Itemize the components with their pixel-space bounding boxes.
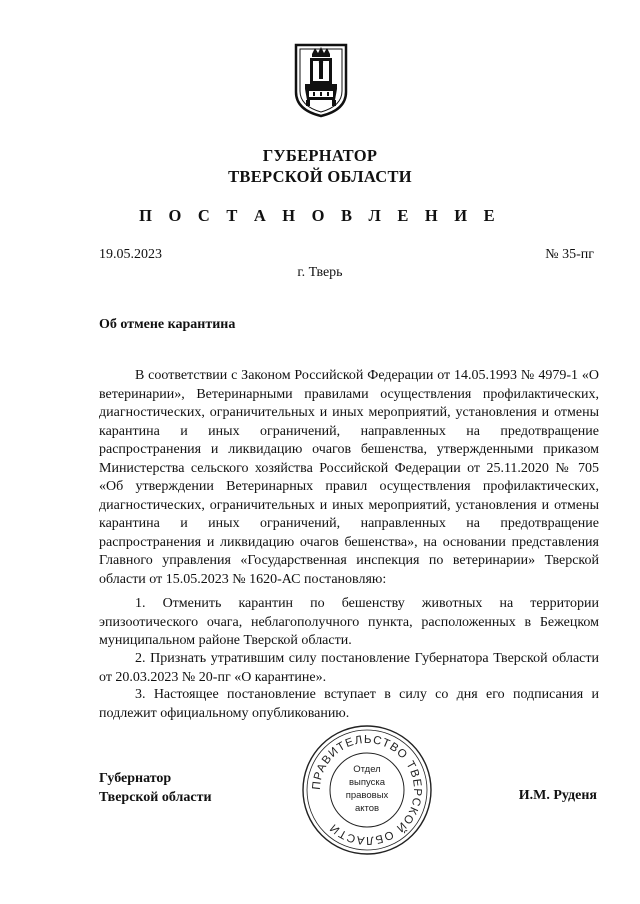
document-city: г. Тверь [297,265,343,280]
stamp-center-line3: правовых [345,790,389,801]
signatory-position-line1: Губернатор [99,771,172,786]
coat-of-arms-emblem [293,42,349,118]
stamp-ring-text: ПРАВИТЕЛЬСТВО ТВЕРСКОЙ ОБЛАСТИ [310,733,424,847]
stamp-center-line1: Отдел [353,764,381,775]
official-stamp [300,723,434,857]
document-number: № 35-пг [545,247,594,262]
signatory-position-line2: Тверской области [99,790,212,805]
signatory-position [99,769,212,807]
body-paragraph-item-3: 3. Настоящее постановление вступает в силу со дня его подписания и подлежит официальному опубликованию. [99,687,599,721]
document-date: 19.05.2023 [99,247,162,262]
stamp-center-line4: актов [354,803,380,814]
issuer-title-line1: ГУБЕРНАТОР [262,146,378,165]
stamp-center-line2: выпуска [348,777,386,788]
body-paragraph-item-2: 2. Признать утратившим силу постановление Губернатора Тверской области от 20.03.2023 № 20-пг «О карантине». [99,651,599,685]
body-paragraph-item-1: 1. Отменить карантин по бешенству животных на территории эпизоотического очага, неблагополучного пункта, расположенных в Бежецком муниципальном районе Тверской области. [99,596,599,648]
issuer-title-line2: ТВЕРСКОЙ ОБЛАСТИ [228,167,412,186]
signatory-name: И.М. Руденя [518,788,597,803]
document-type-heading: П О С Т А Н О В Л Е Н И Е [139,206,501,225]
document-subject: Об отмене карантина [99,317,236,332]
body-paragraph-preamble: В соответствии с Законом Российской Федерации от 14.05.1993 № 4979-1 «О ветеринарии», Ветеринарными правилами осуществления профилактических, диагностических, ограничительных и иных мероприятий, установления и отмены карантина и иных ограничений, направленных на предотвращение распространения и ликвидацию очагов бешенства, утвержденными приказом Министерства сельского хозяйства Российской Федерации от 25.11.2020 № 705 «Об утверждении Ветеринарных правил осуществления профилактических, диагностических, ограничительных и иных мероприятий, установления и отмены карантина и иных ограничений, направленных на предотвращение распространения и ликвидацию очагов бешенства», на основании представления Главного управления «Государственная инспекция по ветеринарии» Тверской области от 15.05.2023 № 1620-АС постановляю: [99,368,599,587]
